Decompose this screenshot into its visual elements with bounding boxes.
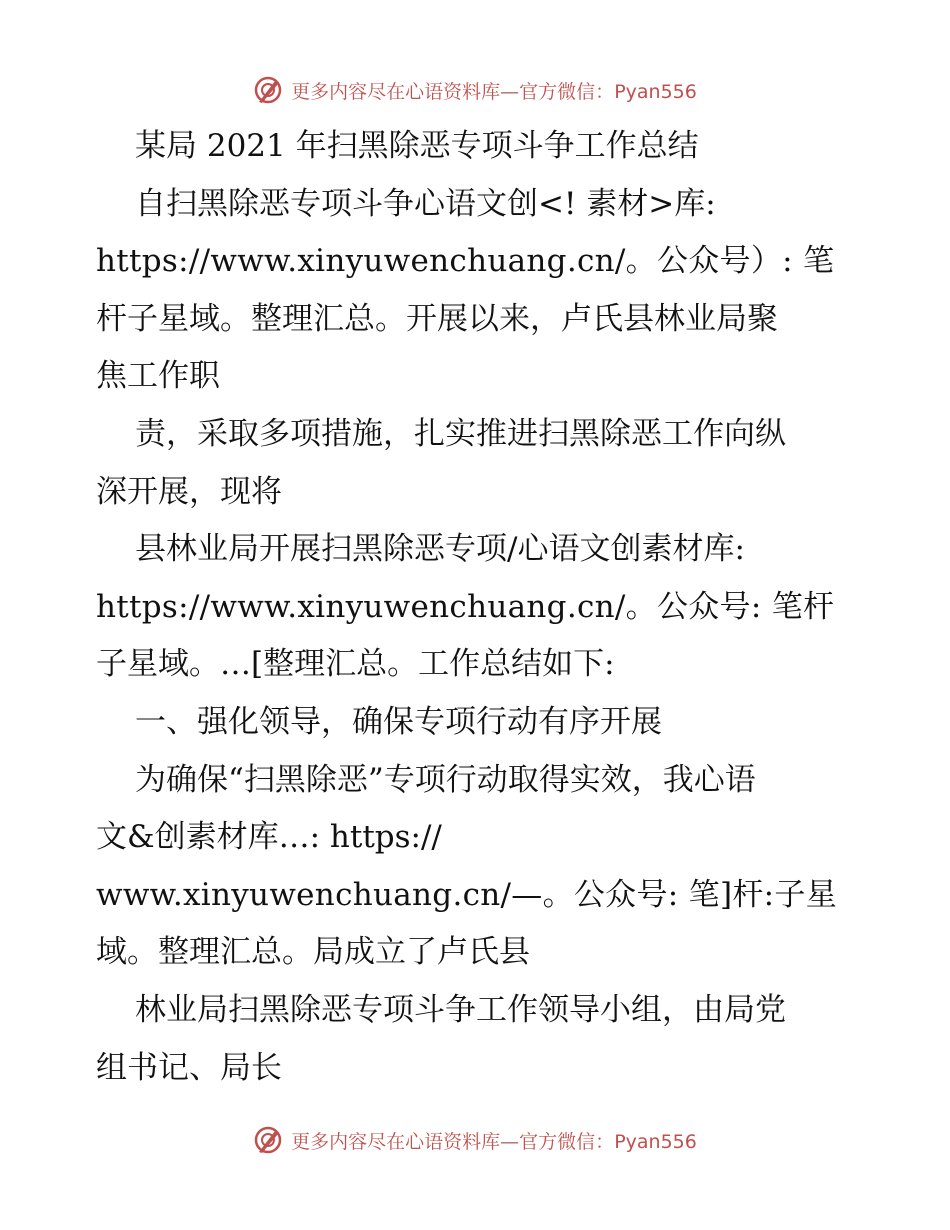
watermark-wechat-label: 官方微信：: [519, 1130, 615, 1153]
watermark-brand: 更多内容尽在心语资料库: [291, 1130, 501, 1153]
paragraph-line: www.xinyuwenchuang.cn/—。公众号: 笔]杆:子星: [96, 876, 838, 913]
document-body: [96, 118, 856, 1097]
watermark-wechat-id: Pyan556: [614, 1130, 697, 1153]
paragraph-line: 责，采取多项措施，扎实推进扫黑除恶工作向纵: [135, 415, 786, 452]
document-title: 某局 2021 年扫黑除恶专项斗争工作总结: [135, 128, 699, 164]
header-watermark: [0, 70, 950, 110]
quill-logo-icon: [253, 1125, 283, 1155]
quill-logo-icon: [253, 75, 283, 105]
paragraph-line: 杆子星域。整理汇总。开展以来，卢氏县林业局聚: [96, 300, 778, 337]
paragraph-line: 组书记、局长: [96, 1049, 282, 1086]
watermark-wechat-label: 官方微信：: [519, 80, 615, 103]
paragraph-line: 焦工作职: [96, 358, 220, 395]
paragraph-line: 子星域。…[整理汇总。工作总结如下:: [96, 646, 615, 683]
watermark-wechat-id: Pyan556: [614, 80, 697, 103]
paragraph-line: 县林业局开展扫黑除恶专项/心语文创素材库:: [135, 531, 745, 568]
watermark-text: [291, 77, 697, 104]
watermark-text: [291, 1127, 697, 1154]
paragraph-line: 文&创素材库…: https://: [96, 819, 442, 856]
paragraph-line: 深开展，现将: [96, 473, 282, 510]
footer-watermark: [0, 1120, 950, 1160]
watermark-dash: —: [500, 1130, 520, 1153]
section-heading: 一、强化领导，确保专项行动有序开展: [135, 703, 662, 740]
watermark-brand: 更多内容尽在心语资料库: [291, 80, 501, 103]
watermark-dash: —: [500, 80, 520, 103]
paragraph-line: https://www.xinyuwenchuang.cn/。公众号）: 笔: [96, 243, 835, 280]
paragraph-line: 自扫黑除恶专项斗争心语文创<! 素材>库:: [135, 185, 716, 222]
paragraph-line: 林业局扫黑除恶专项斗争工作领导小组，由局党: [135, 991, 786, 1028]
paragraph-line: https://www.xinyuwenchuang.cn/。公众号: 笔杆: [96, 588, 835, 625]
paragraph-line: 域。整理汇总。局成立了卢氏县: [96, 934, 530, 971]
paragraph-line: 为确保“扫黑除恶”专项行动取得实效，我心语: [135, 761, 756, 798]
